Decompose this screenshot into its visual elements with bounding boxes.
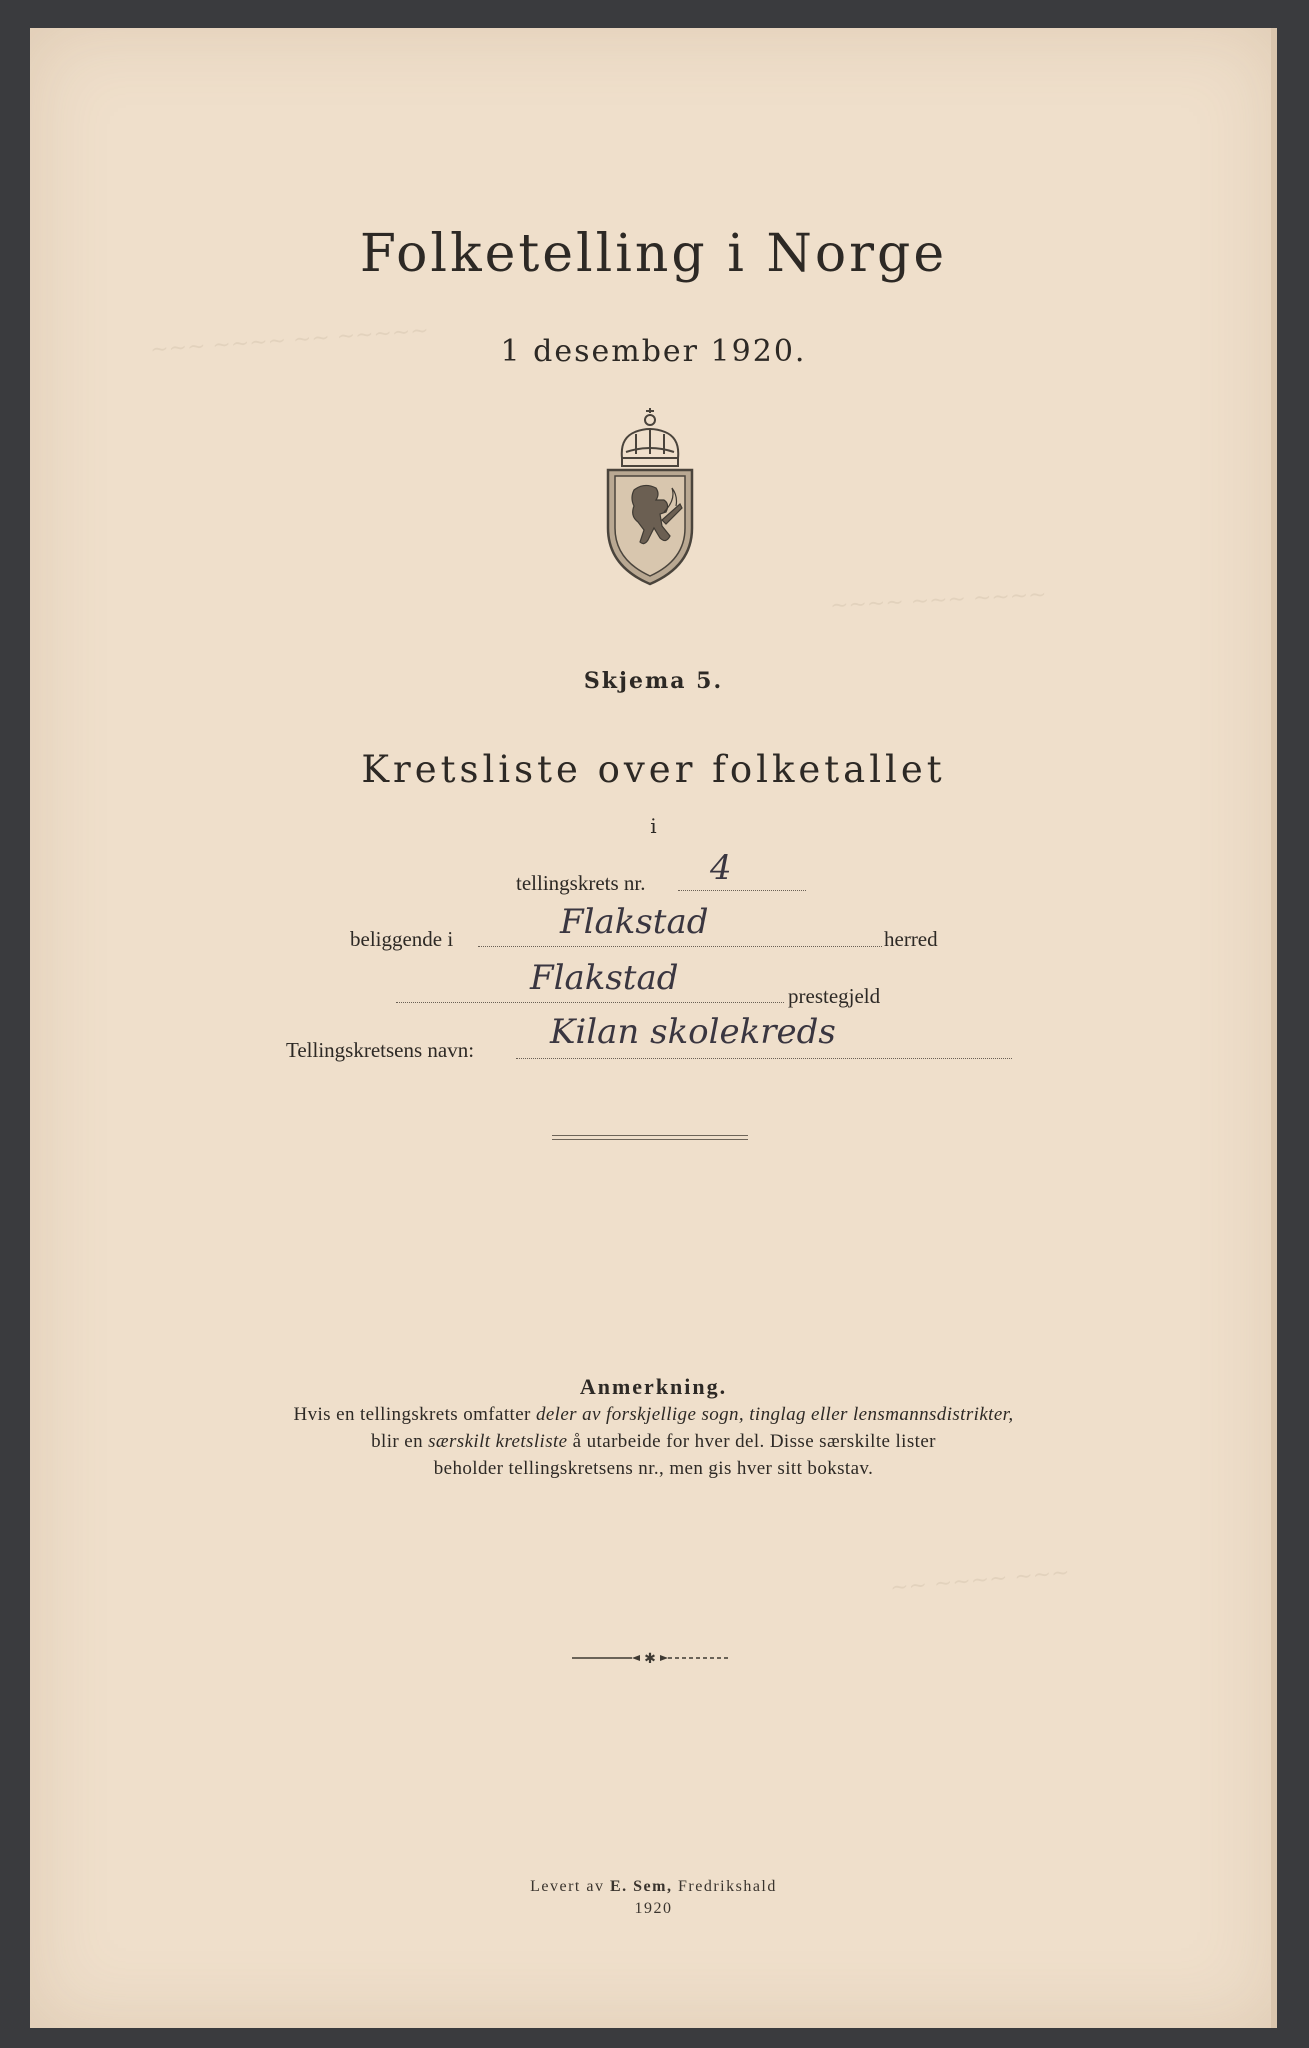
ornament-divider-icon (570, 1648, 730, 1668)
prestegjeld-handwritten-value: Flakstad (530, 958, 679, 998)
document-date: 1 desember 1920. (500, 334, 807, 369)
printer-name: E. Sem, (609, 1878, 673, 1895)
schema-number: Skjema 5. (583, 668, 724, 694)
note-line-3: beholder tellingskretsens nr., men gis hver sitt bokstav. (433, 1458, 874, 1479)
printer-prefix: Levert av (530, 1878, 605, 1895)
bleed-through-mark: ~~~ ~~~~ ~~ ~~~~~ (149, 318, 430, 363)
printer-year: 1920 (634, 1900, 673, 1917)
note-line-2-suffix: å utarbeide for hver del. Disse særskilte lister (572, 1431, 936, 1452)
note-line-2-italic: særskilt kretsliste (428, 1431, 568, 1452)
note-line-1-text: Hvis en tellingskrets omfatter (293, 1404, 531, 1425)
printer-imprint (30, 1878, 1277, 1896)
prestegjeld-label: prestegjeld (788, 984, 881, 1008)
svg-text:✱: ✱ (644, 1651, 656, 1667)
note-title: Anmerkning. (579, 1374, 728, 1399)
navn-dotted-line (516, 1058, 1012, 1059)
page-edge (1271, 28, 1277, 2028)
bleed-through-mark: ~~~~ ~~~ ~~~~ (829, 582, 1048, 619)
coat-of-arms-icon (600, 408, 700, 588)
krets-dotted-line (678, 890, 806, 891)
document-page (30, 28, 1277, 2028)
herred-dotted-line (478, 946, 882, 947)
note-line-1-italic: deler av forskjellige sogn, tinglag eller lensmannsdistrikter, (535, 1404, 1014, 1425)
navn-label: Tellingskretsens navn: (286, 1038, 475, 1062)
connector-word: i (650, 814, 657, 838)
krets-handwritten-value: 4 (710, 848, 732, 888)
printer-place: Fredrikshald (677, 1878, 777, 1895)
beliggende-label: beliggende i (350, 927, 454, 951)
form-heading: Kretsliste over folketallet (361, 748, 946, 791)
herred-label: herred (884, 927, 938, 951)
prestegjeld-dotted-line (396, 1002, 784, 1003)
herred-handwritten-value: Flakstad (560, 902, 709, 942)
bleed-through-mark: ~~ ~~~~ ~~~ (889, 1560, 1071, 1601)
note-line-2-text: blir en (371, 1431, 423, 1452)
document-title: Folketelling i Norge (359, 224, 948, 284)
navn-handwritten-value: Kilan skolekreds (550, 1012, 836, 1052)
krets-label: tellingskrets nr. (516, 871, 646, 895)
note-line-1 (30, 1404, 1277, 1426)
note-line-2 (30, 1431, 1277, 1453)
divider-rule (552, 1135, 748, 1140)
